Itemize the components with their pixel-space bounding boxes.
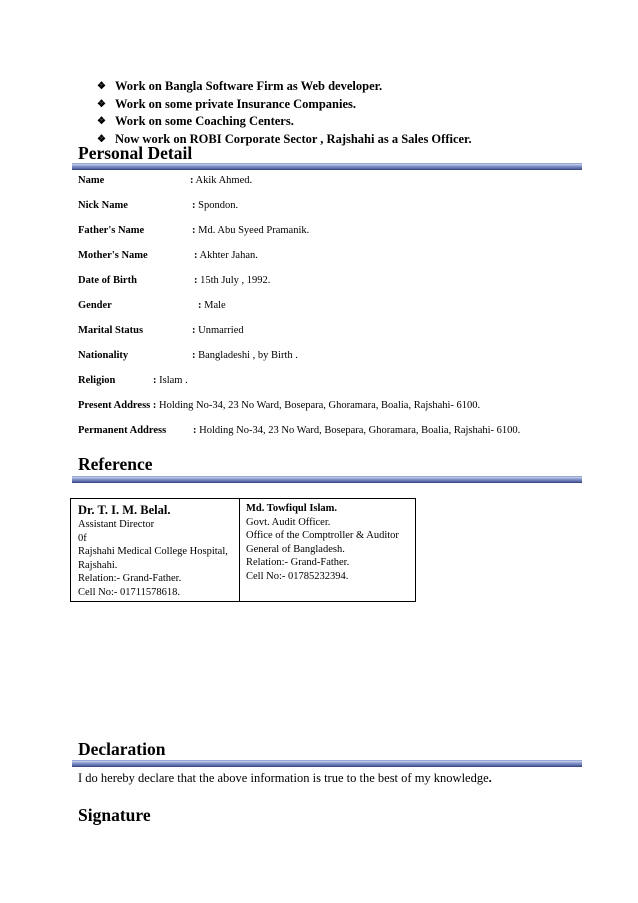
nationality-value: : Bangladeshi , by Birth . [192, 350, 298, 361]
father-name-value: : Md. Abu Syeed Pramanik. [192, 225, 310, 236]
section-rule [72, 760, 582, 767]
mother-name-value: : Akhter Jahan. [194, 250, 258, 261]
reference-1-line: Assistant Director [78, 519, 155, 530]
permanent-address-label: Permanent Address [78, 425, 167, 436]
reference-2-name: Md. Towfiqul Islam. [246, 503, 338, 514]
list-item: ❖ Work on Bangla Software Firm as Web developer. [97, 79, 383, 94]
name-value: : Akik Ahmed. [190, 175, 253, 186]
permanent-address-value: : Holding No-34, 23 No Ward, Bosepara, Ghoramara, Boalia, Rajshahi- 6100. [193, 425, 521, 436]
religion-label: Religion [78, 375, 116, 386]
reference-2-line: General of Bangladesh. [246, 543, 345, 555]
diamond-bullet-icon: ❖ [97, 98, 106, 110]
reference-2-line: Cell No:- 01785232394. [246, 570, 349, 582]
nick-name-label: Nick Name [78, 200, 128, 211]
declaration-text: I do hereby declare that the above information is true to the best of my knowledge. [78, 771, 492, 785]
reference-1-name: Dr. T. I. M. Belal. [78, 503, 171, 517]
name-label: Name [78, 175, 105, 186]
work-experience-list [97, 78, 472, 148]
section-rule [72, 163, 582, 170]
declaration-heading: Declaration [78, 739, 166, 759]
present-address-row [78, 400, 598, 411]
father-name-label: Father's Name [78, 225, 145, 236]
nick-name-value: : Spondon. [192, 200, 239, 211]
reference-1-line: Relation:- Grand-Father. [78, 573, 182, 584]
present-address-value: Holding No-34, 23 No Ward, Bosepara, Ghoramara, Boalia, Rajshahi- 6100. [156, 400, 481, 411]
list-item: ❖ Now work on ROBI Corporate Sector , Rajshahi as a Sales Officer. [97, 131, 472, 146]
personal-detail-heading: Personal Detail [78, 143, 193, 163]
reference-1-line: 0f [78, 532, 87, 544]
reference-heading: Reference [78, 454, 153, 474]
list-item: ❖ Work on some private Insurance Companies. [97, 96, 356, 111]
signature-heading: Signature [78, 805, 151, 825]
gender-value: : Male [198, 300, 226, 311]
marital-status-value: : Unmarried [192, 325, 244, 336]
list-item: ❖ Work on some Coaching Centers. [97, 114, 294, 129]
reference-1-line: Rajshahi. [78, 559, 118, 571]
diamond-bullet-icon: ❖ [97, 133, 106, 145]
reference-cell-1 [71, 499, 240, 601]
diamond-bullet-icon: ❖ [97, 81, 106, 93]
reference-1-line: Rajshahi Medical College Hospital, [78, 546, 228, 557]
gender-label: Gender [78, 300, 112, 311]
religion-value: : Islam . [153, 375, 188, 386]
section-rule [72, 476, 582, 483]
reference-2-line: Office of the Comptroller & Auditor [246, 530, 399, 541]
reference-2-line: Relation:- Grand-Father. [246, 557, 350, 568]
reference-cell-2 [239, 499, 415, 601]
dob-label: Date of Birth [78, 275, 137, 286]
dob-value: : 15th July , 1992. [194, 275, 271, 286]
present-address-label: Present Address : [78, 400, 157, 411]
marital-status-label: Marital Status [78, 325, 144, 336]
reference-1-line: Cell No:- 01711578618. [78, 586, 180, 598]
mother-name-label: Mother's Name [78, 250, 148, 261]
reference-2-line: Govt. Audit Officer. [246, 516, 331, 528]
nationality-label: Nationality [78, 350, 129, 361]
reference-table [70, 498, 416, 602]
diamond-bullet-icon: ❖ [97, 116, 106, 128]
